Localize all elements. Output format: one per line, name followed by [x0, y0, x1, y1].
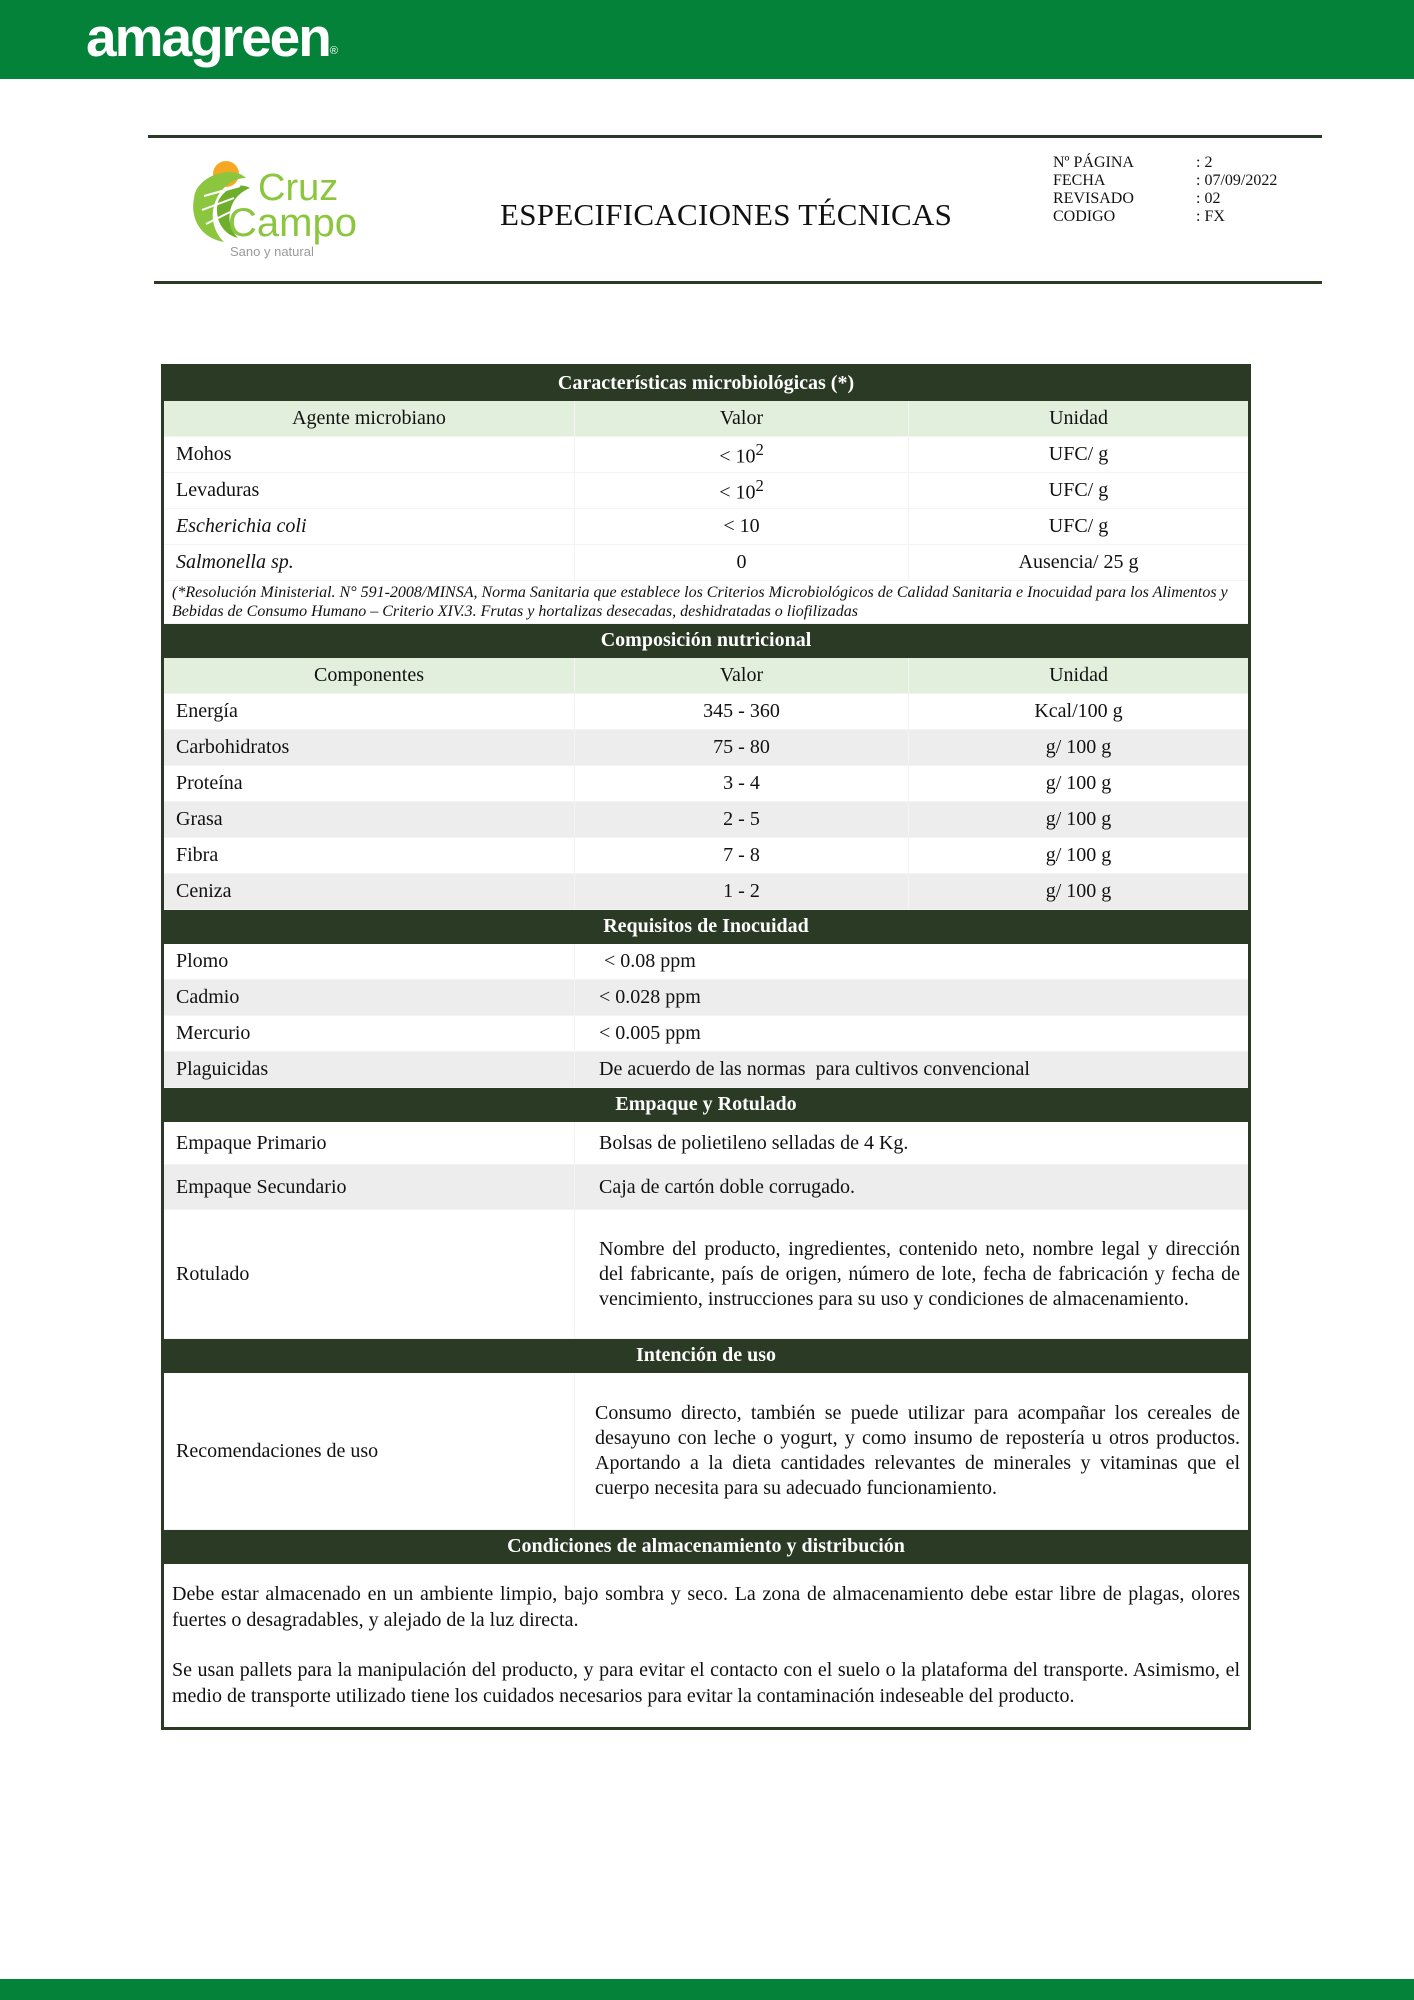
table-row: [163, 980, 1250, 1016]
value-cell: 345 - 360: [575, 694, 909, 730]
column-header: Componentes: [163, 658, 575, 694]
storage-text: [163, 1564, 1250, 1729]
brand-bottom-bar: [0, 1979, 1414, 2000]
value-cell: < $10^2$: [575, 437, 909, 473]
svg-text:Campo: Campo: [228, 201, 357, 245]
value-cell: 2 - 5: [575, 802, 909, 838]
limit-cell: De acuerdo de las normas para cultivos convencional: [575, 1052, 1250, 1088]
micro-footnote-row: [163, 581, 1250, 624]
component-cell: Ceniza: [163, 874, 575, 910]
usage-label: Recomendaciones de uso: [163, 1373, 575, 1530]
value-cell: 1 - 2: [575, 874, 909, 910]
agent-cell: Levaduras: [163, 473, 575, 509]
column-header: Valor: [575, 401, 909, 437]
unit-cell: g/ 100 g: [909, 730, 1250, 766]
packaging-label: Empaque Secundario: [163, 1165, 575, 1210]
table-row: [163, 802, 1250, 838]
table-row: [163, 766, 1250, 802]
usage-text: Consumo directo, también se puede utilizar para acompañar los cereales de desayuno con leche o yogurt, y como insumo de repostería u otros productos. Aportando a la dieta cantidades relevantes de minerales y vitaminas que el cuerpo necesita para su adecuado funcionamiento.: [575, 1373, 1250, 1530]
section-header-packaging: Empaque y Rotulado: [163, 1088, 1250, 1122]
table-row: [163, 1122, 1250, 1165]
agent-cell: Escherichia coli: [163, 509, 575, 545]
table-row: [163, 1016, 1250, 1052]
unit-cell: g/ 100 g: [909, 766, 1250, 802]
document-title: ESPECIFICACIONES TÉCNICAS: [500, 197, 953, 232]
meta-value: : FX: [1196, 208, 1225, 225]
storage-paragraph: Se usan pallets para la manipulación del producto, y para evitar el contacto con el suelo o la plataforma del transporte. Asimismo, el medio de transporte utilizado tiene los cuidados necesarios para evitar la contaminación indeseable del producto.: [172, 1659, 1241, 1707]
micro-column-headers: [163, 401, 1250, 437]
meta-value: : 2: [1196, 154, 1213, 171]
value-cell: 0: [575, 545, 909, 581]
packaging-value: Nombre del producto, ingredientes, contenido neto, nombre legal y dirección del fabricante, país de origen, número de lote, fecha de fabricación y fecha de vencimiento, instrucciones para su uso y condiciones de almacenamiento.: [575, 1210, 1250, 1339]
unit-cell: Ausencia/ 25 g: [909, 545, 1250, 581]
unit-cell: UFC/ g: [909, 437, 1250, 473]
specifications-table: [161, 364, 1251, 1730]
section-header-microbiological: Características microbiológicas (*): [163, 366, 1250, 401]
unit-cell: g/ 100 g: [909, 802, 1250, 838]
component-cell: Energía: [163, 694, 575, 730]
component-cell: Fibra: [163, 838, 575, 874]
meta-label: FECHA: [1053, 172, 1106, 189]
meta-value: : 02: [1196, 190, 1221, 207]
limit-cell: < 0.08 ppm: [575, 944, 1250, 980]
document-meta: [1053, 154, 1277, 226]
value-cell: 7 - 8: [575, 838, 909, 874]
limit-cell: < 0.028 ppm: [575, 980, 1250, 1016]
section-header-safety: Requisitos de Inocuidad: [163, 910, 1250, 944]
requirement-cell: Cadmio: [163, 980, 575, 1016]
meta-label: Nº PÁGINA: [1053, 154, 1134, 171]
unit-cell: g/ 100 g: [909, 874, 1250, 910]
header-bottom-rule: [154, 281, 1322, 284]
unit-cell: UFC/ g: [909, 473, 1250, 509]
meta-label: REVISADO: [1053, 190, 1134, 207]
value-cell: < $10^2$: [575, 473, 909, 509]
column-header: Valor: [575, 658, 909, 694]
brand-top-bar: [0, 0, 1414, 79]
svg-text:Sano y natural: Sano y natural: [230, 244, 314, 259]
unit-cell: Kcal/100 g: [909, 694, 1250, 730]
table-row: [163, 1052, 1250, 1088]
svg-text:Cruz: Cruz: [258, 167, 339, 209]
brand-logo: amagreen®: [86, 6, 338, 68]
table-row: [163, 437, 1250, 473]
column-header: Unidad: [909, 658, 1250, 694]
agent-cell: Mohos: [163, 437, 575, 473]
meta-label: CODIGO: [1053, 208, 1116, 225]
table-row: [163, 545, 1250, 581]
table-row: [163, 944, 1250, 980]
meta-value: : 07/09/2022: [1196, 172, 1278, 189]
requirement-cell: Plomo: [163, 944, 575, 980]
packaging-label: Empaque Primario: [163, 1122, 575, 1165]
section-header-storage: Condiciones de almacenamiento y distribución: [163, 1530, 1250, 1564]
header-top-rule: [148, 135, 1322, 138]
section-header-nutrition: Composición nutricional: [163, 624, 1250, 658]
agent-cell: Salmonella sp.: [163, 545, 575, 581]
section-header-usage: Intención de uso: [163, 1339, 1250, 1373]
requirement-cell: Plaguicidas: [163, 1052, 575, 1088]
component-cell: Carbohidratos: [163, 730, 575, 766]
table-row: [163, 1165, 1250, 1210]
value-cell: 3 - 4: [575, 766, 909, 802]
table-row: [163, 1210, 1250, 1339]
table-row: [163, 838, 1250, 874]
value-cell: < 10: [575, 509, 909, 545]
requirement-cell: Mercurio: [163, 1016, 575, 1052]
packaging-value: Bolsas de polietileno selladas de 4 Kg.: [575, 1122, 1250, 1165]
micro-footnote: (*Resolución Ministerial. N° 591-2008/MINSA, Norma Sanitaria que establece los Criterios Microbiológicos de Calidad Sanitaria e Inocuidad para los Alimentos y Bebidas de Consumo Humano – Criterio XIV.3. Frutas y hortalizas desecadas, deshidratadas o liofilizadas: [163, 581, 1250, 624]
limit-cell: < 0.005 ppm: [575, 1016, 1250, 1052]
table-row: [163, 730, 1250, 766]
storage-paragraph: Debe estar almacenado en un ambiente limpio, bajo sombra y seco. La zona de almacenamiento debe estar libre de plagas, olores fuertes o desagradables, y alejado de la luz directa.: [172, 1583, 1241, 1631]
unit-cell: g/ 100 g: [909, 838, 1250, 874]
component-cell: Grasa: [163, 802, 575, 838]
table-row: [163, 694, 1250, 730]
nutrition-column-headers: [163, 658, 1250, 694]
column-header: Agente microbiano: [163, 401, 575, 437]
table-row: [163, 1373, 1250, 1530]
column-header: Unidad: [909, 401, 1250, 437]
table-row: [163, 509, 1250, 545]
table-row: [163, 473, 1250, 509]
value-cell: 75 - 80: [575, 730, 909, 766]
packaging-label: Rotulado: [163, 1210, 575, 1339]
component-cell: Proteína: [163, 766, 575, 802]
cruz-campo-logo: [184, 156, 404, 266]
packaging-value: Caja de cartón doble corrugado.: [575, 1165, 1250, 1210]
unit-cell: UFC/ g: [909, 509, 1250, 545]
table-row: [163, 874, 1250, 910]
table-row: [163, 1564, 1250, 1729]
